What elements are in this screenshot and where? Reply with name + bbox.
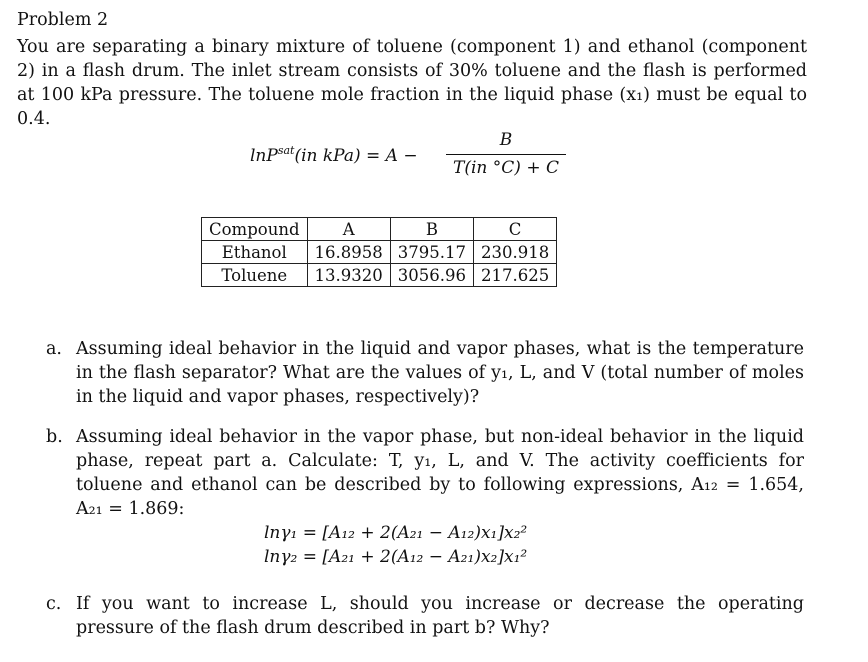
table-header-cell: A	[307, 218, 390, 241]
activity-equation-2: lnγ₂ = [A₂₁ + 2(A₁₂ − A₂₁)x₂]x₁²	[264, 547, 528, 567]
antoine-coefficients-table	[201, 217, 557, 287]
antoine-lhs-rest: (in kPa) = A −	[294, 146, 418, 166]
question-label: a.	[46, 339, 62, 359]
question-label: c.	[46, 594, 62, 614]
fraction-bar	[446, 154, 566, 155]
table-row	[202, 264, 557, 287]
table-cell: 217.625	[474, 264, 557, 287]
table-header-cell: B	[390, 218, 473, 241]
table-header-cell: C	[474, 218, 557, 241]
table-cell: 3056.96	[390, 264, 473, 287]
antoine-lhs-superscript: sat	[277, 144, 295, 157]
table-header-row	[202, 218, 557, 241]
table-cell: 230.918	[474, 241, 557, 264]
activity-coefficient-equations	[264, 521, 527, 569]
antoine-numerator: B	[499, 130, 513, 150]
problem-title: Problem 2	[17, 10, 109, 30]
antoine-fraction	[446, 128, 566, 179]
question-text: Assuming ideal behavior in the vapor phase, but non-ideal behavior in the liquid phase, repeat part a. Calculate: T, y₁, L, and V. The activity coefficients for toluene and ethanol can be described by to following expressions, A₁₂ = 1.654, A₂₁ = 1.869:	[76, 427, 804, 519]
table-cell: 3795.17	[390, 241, 473, 264]
problem-intro: You are separating a binary mixture of toluene (component 1) and ethanol (component 2) in a flash drum. The inlet stream consists of 30% toluene and the flash is performed at 100 kPa pressure. The toluene mole fraction in the liquid phase (x₁) must be equal to 0.4.	[17, 37, 807, 129]
question-text: If you want to increase L, should you increase or decrease the operating pressure of the flash drum described in part b? Why?	[76, 594, 804, 638]
antoine-lhs-base: lnP	[250, 146, 278, 166]
question-text: Assuming ideal behavior in the liquid and vapor phases, what is the temperature in the flash separator? What are the values of y₁, L, and V (total number of moles in the liquid and vapor phases, respectively)?	[76, 339, 804, 407]
activity-equation-1: lnγ₁ = [A₁₂ + 2(A₂₁ − A₁₂)x₁]x₂²	[264, 523, 528, 543]
antoine-lhs	[250, 146, 418, 166]
table-cell: 16.8958	[307, 241, 390, 264]
table-cell: 13.9320	[307, 264, 390, 287]
antoine-denominator: T(in °C) + C	[453, 158, 559, 178]
table-cell: Toluene	[202, 264, 308, 287]
question-label: b.	[46, 427, 63, 447]
table-row	[202, 241, 557, 264]
table-cell: Ethanol	[202, 241, 308, 264]
table-header-cell: Compound	[202, 218, 308, 241]
